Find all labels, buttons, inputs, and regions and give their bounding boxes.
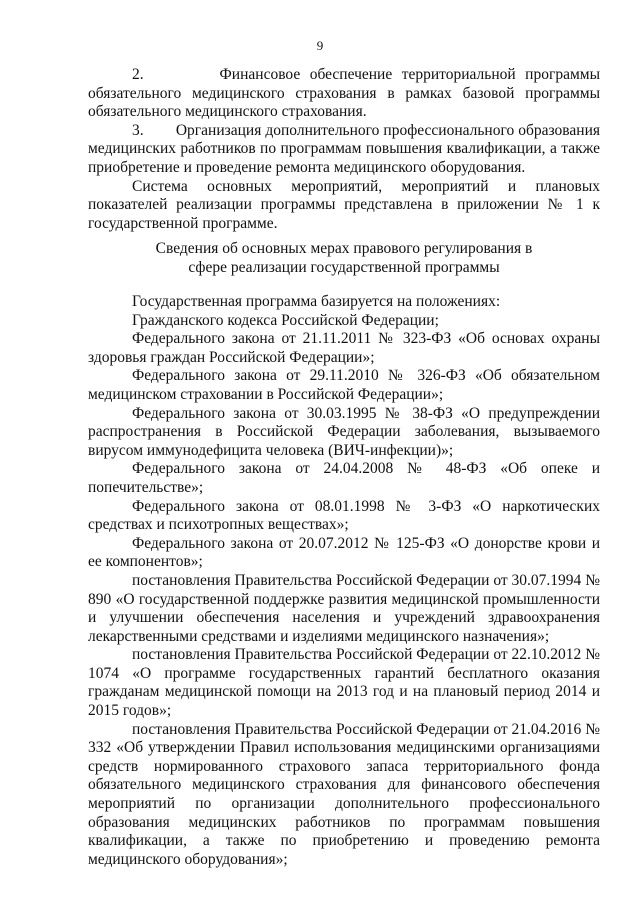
- list-item: Федерального закона от 20.07.2012 № 125-ФЗ «О донорстве крови и ее компонентов»;: [88, 534, 600, 571]
- intro-section: [88, 66, 600, 233]
- list-item: Федерального закона от 30.03.1995 № 38-ФЗ «О предупреждении распространения в Российской Федерации заболевания, вызываемого вирусом иммунодефицита человека (ВИЧ-инфекции)»;: [88, 404, 600, 459]
- list-item: Федерального закона от 21.11.2011 № 323-ФЗ «Об основах охраны здоровья граждан Российской Федерации»;: [88, 330, 600, 366]
- list-item: постановления Правительства Российской Федерации от 21.04.2016 № 332 «Об утверждении Правил использования медицинскими организациями средств нормированного страхового запаса территориального фонда обязательного медицинского страхования для финансового обеспечения мероприятий по организации дополнительного профессионального образования медицинских работников по программам повышения квалификации, а также по приобретению и проведению ремонта медицинского оборудования»;: [88, 720, 600, 868]
- list-item: Федерального закона от 08.01.1998 № 3-ФЗ «О наркотических средствах и психотропных веществах»;: [88, 497, 600, 534]
- page-number: 9: [316, 38, 324, 53]
- list-item: Гражданского кодекса Российской Федерации;: [132, 311, 439, 329]
- legal-basis-section: [88, 293, 600, 869]
- list-item: постановления Правительства Российской Федерации от 30.07.1994 № 890 «О государственной поддержке развития медицинской промышленности и улучшении обеспечения населения и учреждений здравоохранения лекарственными средствами и изделиями медицинского назначения»;: [88, 571, 600, 645]
- list-item: Федерального закона от 24.04.2008 № 48-ФЗ «Об опеке и попечительстве»;: [88, 460, 600, 496]
- paragraph: Система основных мероприятий, мероприятий и плановых показателей реализации программы представлена в приложении № 1 к государственной программе.: [88, 177, 600, 232]
- section-heading: Сведения об основных мерах правового регулирования в сфере реализации государственной программы: [155, 240, 533, 276]
- list-item: постановления Правительства Российской Федерации от 22.10.2012 № 1074 «О программе государственных гарантий бесплатного оказания гражданам медицинской помощи на 2013 год и на плановый период 2014 и 2015 годов»;: [88, 646, 600, 720]
- paragraph: 2. Финансовое обеспечение территориальной программы обязательного медицинского страхования в рамках базовой программы обязательного медицинского страхования.: [88, 66, 600, 121]
- list-item: Федерального закона от 29.11.2010 № 326-ФЗ «Об обязательном медицинском страховании в Российской Федерации»;: [88, 367, 600, 403]
- paragraph: 3. Организация дополнительного профессионального образования медицинских работников по программам повышения квалификации, а также приобретение и проведение ремонта медицинского оборудования.: [88, 121, 600, 176]
- paragraph: Государственная программа базируется на положениях:: [132, 293, 501, 310]
